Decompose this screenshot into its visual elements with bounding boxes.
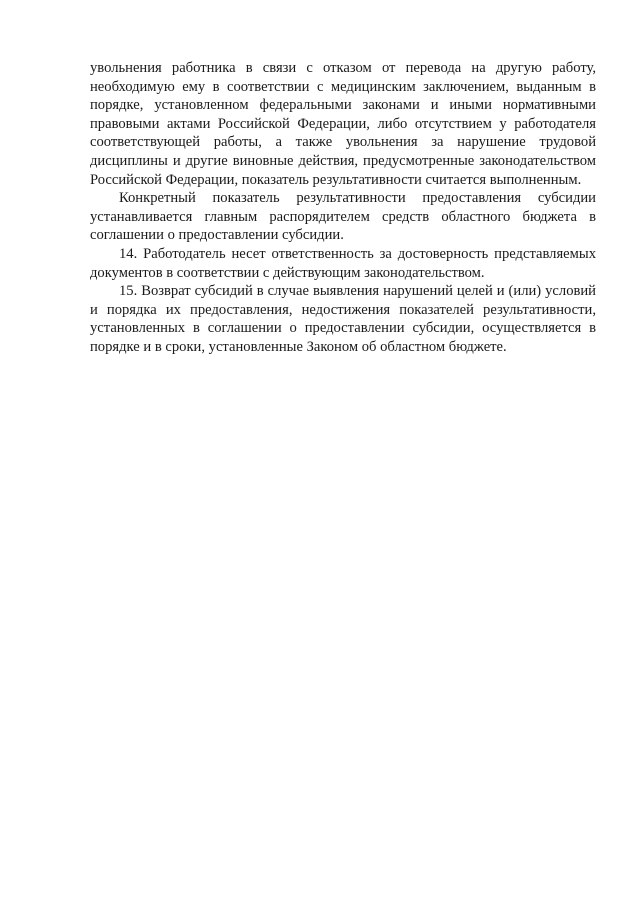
paragraph-continuation: увольнения работника в связи с отказом от перевода на другую работу, необходимую ему в соответствии с медицинским заключением, выданным в порядке, установленном федеральными законами и иными нормативными правовыми актами Российской Федерации, либо отсутствием у работодателя соответствующей работы, а также увольнения за нарушение трудовой дисциплины и другие виновные действия, предусмотренные законодательством Российской Федерации, показатель результативности считается выполненным. bbox=[90, 60, 596, 188]
document-body bbox=[90, 59, 596, 357]
paragraph-item-15: 15. Возврат субсидий в случае выявления нарушений целей и (или) условий и порядка их предоставления, недостижения показателей результативности, установленных в соглашении о предоставлении субсидии, осуществляется в порядке и в сроки, установленные Законом об областном бюджете. bbox=[90, 283, 596, 355]
paragraph-item-14: 14. Работодатель несет ответственность за достоверность представляемых документов в соответствии с действующим законодательством. bbox=[90, 245, 596, 281]
paragraph-indicator: Конкретный показатель результативности предоставления субсидии устанавливается главным распорядителем средств областного бюджета в соглашении о предоставлении субсидии. bbox=[90, 190, 596, 244]
